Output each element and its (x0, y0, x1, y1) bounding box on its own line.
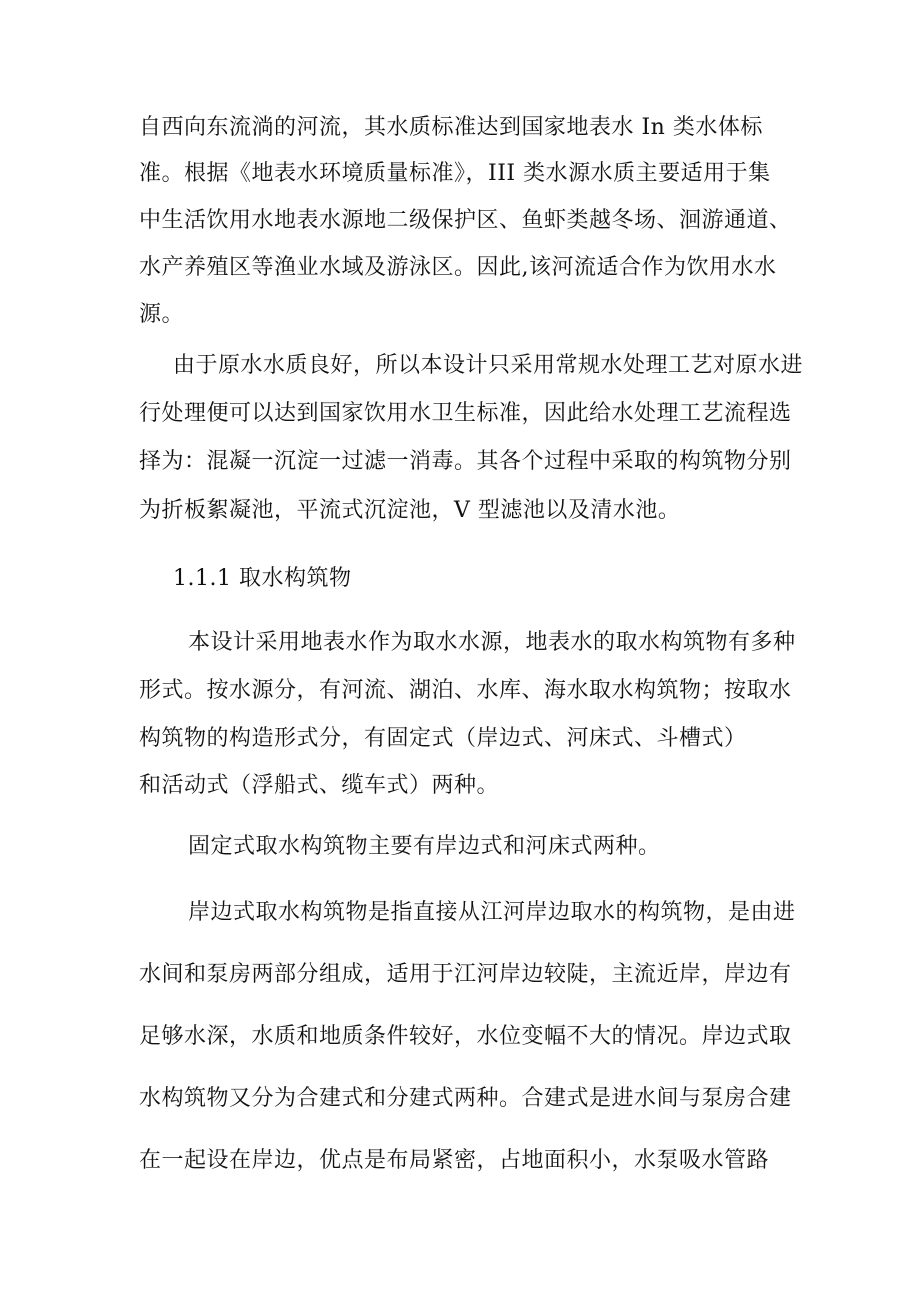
text-line: 足够水深，水质和地质条件较好，水位变幅不大的情况。岸边式取 (139, 1024, 792, 1049)
text-line: 行处理便可以达到国家饮用水卫生标准，因此给水处理工艺流程选 (139, 401, 792, 426)
text-line: 水间和泵房两部分组成，适用于江河岸边较陡，主流近岸，岸边有 (139, 962, 792, 987)
text-line: 源。 (139, 302, 185, 327)
text-line: 固定式取水构筑物主要有岸边式和河床式两种。 (188, 834, 661, 859)
section-heading-text: 1.1.1 取水构筑物 (173, 566, 352, 591)
text-line: 本设计采用地表水作为取水水源，地表水的取水构筑物有多种 (188, 630, 796, 655)
text-line: 由于原水水质良好，所以本设计只采用常规水处理工艺对原水进 (173, 353, 804, 378)
text-line: 准。根据《地表水环境质量标准》，III 类水源水质主要适用于集 (139, 161, 771, 186)
text-line: 择为：混凝一沉淀一过滤一消毒。其各个过程中采取的构筑物分别 (139, 449, 792, 474)
text-line: 和活动式（浮船式、缆车式）两种。 (139, 773, 500, 798)
text-line: 为折板絮凝池，平流式沉淀池，V 型滤池以及清水池。 (139, 498, 681, 523)
text-line: 在一起设在岸边，优点是布局紧密，占地面积小，水泵吸水管路 (139, 1148, 770, 1173)
text-line: 中生活饮用水地表水源地二级保护区、鱼虾类越冬场、洄游通道、 (139, 208, 792, 233)
text-line: 自西向东流淌的河流，其水质标准达到国家地表水 In 类水体标 (139, 115, 763, 140)
text-line: 构筑物的构造形式分，有固定式（岸边式、河床式、斗槽式） (139, 726, 747, 751)
text-line: 水产养殖区等渔业水域及游泳区。因此,该河流适合作为饮用水水 (139, 255, 777, 280)
text-line: 水构筑物又分为合建式和分建式两种。合建式是进水间与泵房合建 (139, 1086, 792, 1111)
text-line: 岸边式取水构筑物是指直接从江河岸边取水的构筑物，是由进 (188, 900, 796, 925)
text-line: 形式。按水源分，有河流、湖泊、水库、海水取水构筑物；按取水 (139, 678, 792, 703)
